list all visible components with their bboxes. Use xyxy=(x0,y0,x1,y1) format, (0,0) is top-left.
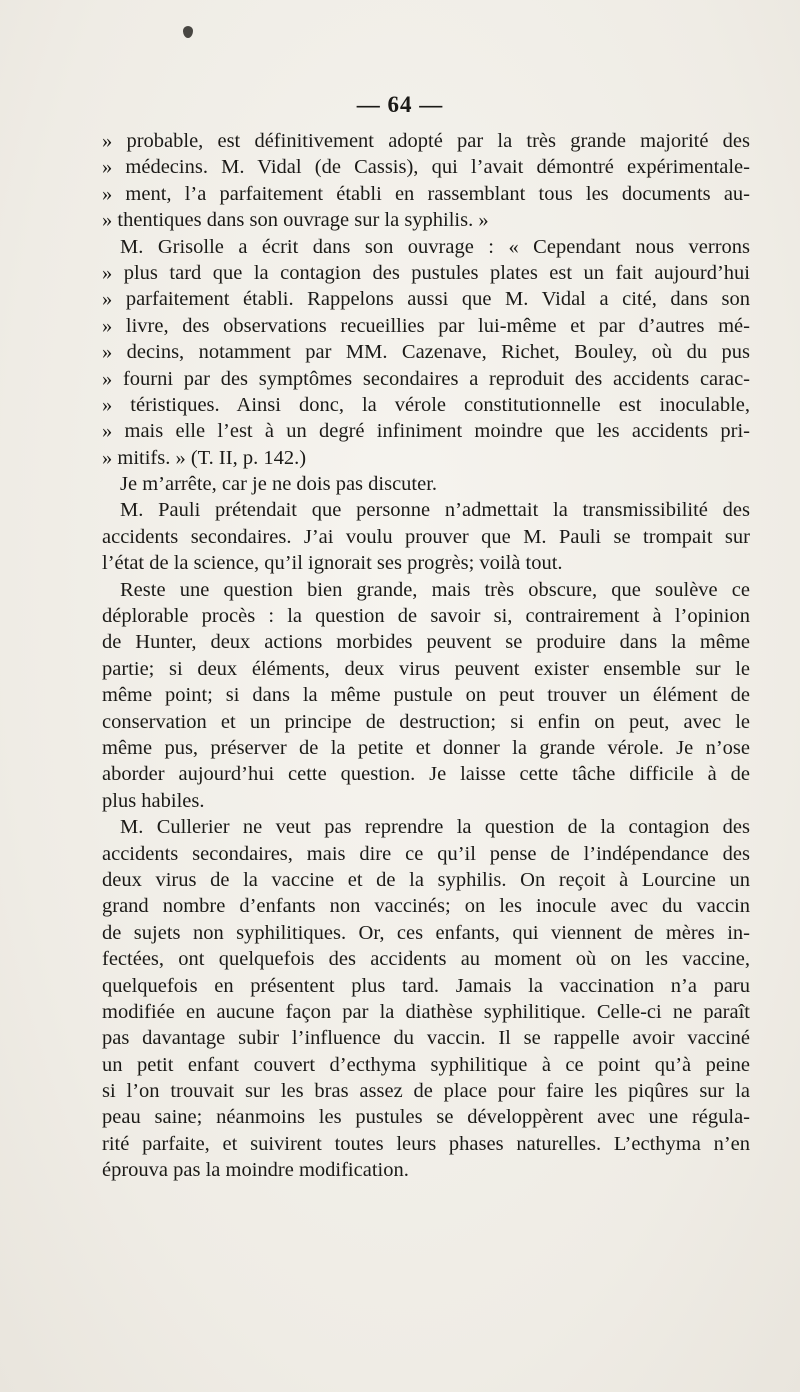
text-line: pas davantage subir l’influence du vaccin. Il se rappelle avoir vacciné xyxy=(102,1027,750,1050)
text-line: » probable, est définitivement adopté par la très grande majorité des xyxy=(102,130,750,152)
text-line: M. Pauli prétendait que personne n’admettait la transmissibilité des xyxy=(120,499,750,522)
text-line: quelquefois en présentent plus tard. Jamais la vaccination n’a paru xyxy=(102,974,750,997)
text-line: éprouva pas la moindre modification. xyxy=(102,1159,409,1182)
text-line: M. Cullerier ne veut pas reprendre la question de la contagion des xyxy=(120,816,750,839)
text-line: conservation et un principe de destruction; si enfin on peut, avec le xyxy=(102,710,750,733)
text-line: accidents secondaires, mais dire ce qu’il pense de l’indépendance des xyxy=(102,842,750,865)
text-line: de Hunter, deux actions morbides peuvent se produire dans la même xyxy=(102,631,750,654)
text-line: même pus, préserver de la petite et donner la grande vérole. Je n’ose xyxy=(102,736,750,759)
text-line: partie; si deux éléments, deux virus peuvent exister ensemble sur le xyxy=(102,657,750,680)
text-line: » mitifs. » (T. II, p. 142.) xyxy=(102,446,307,469)
text-line: » médecins. M. Vidal (de Cassis), qui l’avait démontré expérimentale- xyxy=(102,156,750,179)
text-line: modifiée en aucune façon par la diathèse syphilitique. Celle-ci ne paraît xyxy=(102,1000,750,1023)
text-line: » plus tard que la contagion des pustules plates est un fait aujourd’hui xyxy=(102,261,750,284)
text-line: de sujets non syphilitiques. Or, ces enfants, qui viennent de mères in- xyxy=(102,921,750,944)
text-line: M. Grisolle a écrit dans son ouvrage : « Cependant nous verrons xyxy=(120,235,750,258)
text-line: » mais elle l’est à un degré infiniment moindre que les accidents pri- xyxy=(102,420,750,443)
text-line: » parfaitement établi. Rappelons aussi que M. Vidal a cité, dans son xyxy=(102,288,750,311)
text-line: » decins, notamment par MM. Cazenave, Richet, Bouley, où du pus xyxy=(102,341,750,364)
text-line: » fourni par des symptômes secondaires a reproduit des accidents carac- xyxy=(102,367,750,390)
body-text xyxy=(102,128,750,1184)
text-line: rité parfaite, et suivirent toutes leurs phases naturelles. L’ecthyma n’en xyxy=(102,1132,750,1155)
ink-blot-mark xyxy=(183,26,193,38)
text-line: Reste une question bien grande, mais très obscure, que soulève ce xyxy=(120,578,750,601)
text-line: » thentiques dans son ouvrage sur la syphilis. » xyxy=(102,209,489,232)
text-line: grand nombre d’enfants non vaccinés; on les inocule avec du vaccin xyxy=(102,895,750,918)
text-line: » ment, l’a parfaitement établi en rassemblant tous les documents au- xyxy=(102,182,750,205)
page-number: — 64 — xyxy=(356,92,444,117)
text-line: deux virus de la vaccine et de la syphilis. On reçoit à Lourcine un xyxy=(102,868,750,891)
text-line: » livre, des observations recueillies par lui-même et par d’autres mé- xyxy=(102,314,750,337)
text-line: Je m’arrête, car je ne dois pas discuter. xyxy=(120,473,438,496)
text-line: » téristiques. Ainsi donc, la vérole constitutionnelle est inoculable, xyxy=(102,393,750,416)
text-line: même point; si dans la même pustule on peut trouver un élément de xyxy=(102,684,750,707)
text-line: aborder aujourd’hui cette question. Je laisse cette tâche difficile à de xyxy=(102,763,750,786)
text-line: un petit enfant couvert d’ecthyma syphilitique à ce point qu’à peine xyxy=(102,1053,750,1076)
text-line: si l’on trouvait sur les bras assez de place pour faire les piqûres sur la xyxy=(102,1080,750,1103)
text-line: l’état de la science, qu’il ignorait ses progrès; voilà tout. xyxy=(102,552,563,575)
text-line: fectées, ont quelquefois des accidents au moment où on les vaccine, xyxy=(102,948,750,971)
text-line: accidents secondaires. J’ai voulu prouver que M. Pauli se trompait sur xyxy=(102,525,750,548)
text-line: déplorable procès : la question de savoir si, contrairement à l’opinion xyxy=(102,605,750,628)
text-line: peau saine; néanmoins les pustules se développèrent avec une régula- xyxy=(102,1106,750,1129)
text-line: plus habiles. xyxy=(102,789,205,812)
